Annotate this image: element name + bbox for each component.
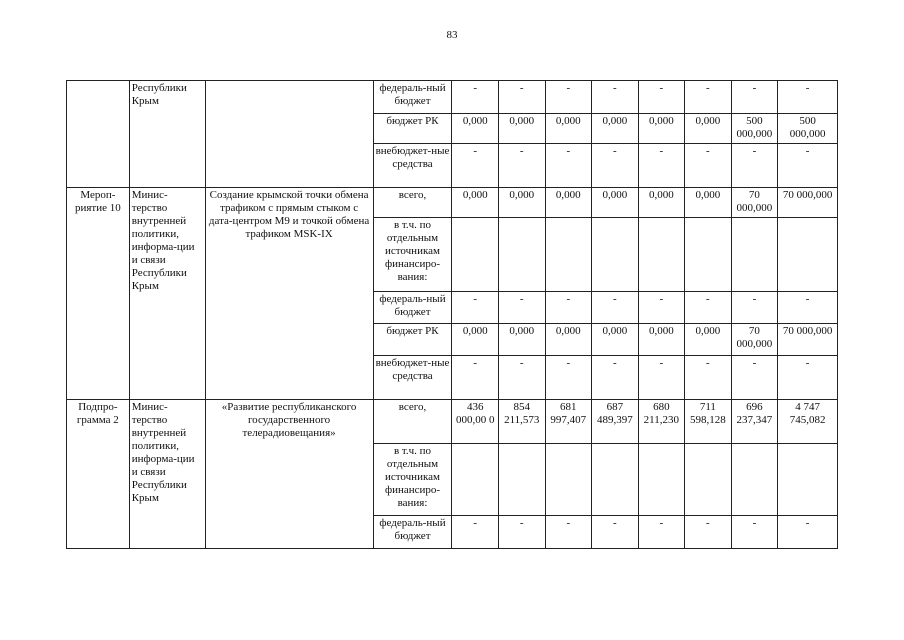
amount-cell: - [498,81,545,114]
amount-cell: - [545,292,592,324]
amount-cell [452,444,499,516]
amount-cell: 500 000,000 [778,114,838,144]
amount-cell: - [452,144,499,188]
amount-cell: - [638,81,685,114]
amount-cell: 0,000 [452,114,499,144]
amount-cell: 0,000 [638,188,685,218]
amount-cell: - [545,516,592,549]
activity-label-cell [67,81,130,188]
amount-cell: - [545,356,592,400]
amount-cell: 0,000 [545,114,592,144]
amount-cell [731,444,778,516]
amount-cell [685,444,732,516]
amount-cell [498,218,545,292]
amount-cell [545,444,592,516]
amount-cell [778,218,838,292]
amount-cell: 0,000 [498,324,545,356]
amount-cell: 681 997,407 [545,400,592,444]
amount-cell: - [778,81,838,114]
amount-cell: 0,000 [638,114,685,144]
responsible-org-cell: Минис-терство внутренней политики, информа-ции и связи Республики Крым [129,188,205,400]
amount-cell: - [452,292,499,324]
amount-cell [685,218,732,292]
funding-source-cell: бюджет РК [373,324,452,356]
amount-cell: - [638,516,685,549]
amount-cell: 4 747 745,082 [778,400,838,444]
amount-cell: - [592,144,639,188]
amount-cell: - [498,292,545,324]
amount-cell: 0,000 [638,324,685,356]
amount-cell: - [545,81,592,114]
funding-source-cell: бюджет РК [373,114,452,144]
amount-cell: - [685,81,732,114]
funding-source-cell: всего, [373,400,452,444]
amount-cell: - [498,516,545,549]
table-row [67,188,838,218]
amount-cell: - [592,516,639,549]
amount-cell [638,218,685,292]
amount-cell: 0,000 [685,188,732,218]
amount-cell: 0,000 [545,324,592,356]
amount-cell: - [498,356,545,400]
amount-cell: - [592,81,639,114]
funding-source-cell: всего, [373,188,452,218]
page-number: 83 [446,29,458,41]
activity-name-cell: «Развитие республиканского государственного телерадиовещания» [205,400,373,549]
amount-cell: - [731,144,778,188]
amount-cell: 70 000,000 [731,324,778,356]
amount-cell: 70 000,000 [778,188,838,218]
amount-cell: - [592,356,639,400]
amount-cell: 0,000 [498,188,545,218]
funding-source-cell: федераль-ный бюджет [373,292,452,324]
amount-cell [638,444,685,516]
funding-source-cell: в т.ч. по отдельным источникам финансиро-вания: [373,444,452,516]
table-row [67,400,838,444]
amount-cell: 680 211,230 [638,400,685,444]
amount-cell: 711 598,128 [685,400,732,444]
amount-cell: - [731,356,778,400]
funding-source-cell: внебюджет-ные средства [373,144,452,188]
amount-cell: 0,000 [592,188,639,218]
activity-label-cell: Мероп-риятие 10 [67,188,130,400]
amount-cell [778,444,838,516]
amount-cell: 854 211,573 [498,400,545,444]
amount-cell: - [452,81,499,114]
amount-cell: 0,000 [685,114,732,144]
funding-table [66,80,838,549]
amount-cell: - [731,292,778,324]
amount-cell: 0,000 [592,324,639,356]
amount-cell: 70 000,000 [778,324,838,356]
amount-cell: - [452,516,499,549]
amount-cell: - [545,144,592,188]
amount-cell: - [685,144,732,188]
funding-source-cell: в т.ч. по отдельным источникам финансиро-вания: [373,218,452,292]
amount-cell: - [731,81,778,114]
amount-cell: 0,000 [452,188,499,218]
activity-name-cell [205,81,373,188]
amount-cell [592,218,639,292]
amount-cell: 696 237,347 [731,400,778,444]
amount-cell [545,218,592,292]
amount-cell: - [731,516,778,549]
funding-source-cell: федераль-ный бюджет [373,516,452,549]
amount-cell: - [685,516,732,549]
amount-cell: - [778,356,838,400]
amount-cell: - [685,356,732,400]
amount-cell [498,444,545,516]
amount-cell: - [778,516,838,549]
amount-cell: - [685,292,732,324]
funding-source-cell: внебюджет-ные средства [373,356,452,400]
amount-cell: - [638,356,685,400]
table-body [67,81,838,549]
amount-cell: - [592,292,639,324]
amount-cell: - [638,144,685,188]
amount-cell: 500 000,000 [731,114,778,144]
amount-cell: 0,000 [685,324,732,356]
responsible-org-cell: Минис-терство внутренней политики, информа-ции и связи Республики Крым [129,400,205,549]
activity-label-cell: Подпро-грамма 2 [67,400,130,549]
amount-cell: 0,000 [592,114,639,144]
amount-cell [452,218,499,292]
amount-cell: 0,000 [498,114,545,144]
activity-name-cell: Создание крымской точки обмена трафиком с прямым стыком с дата-центром М9 и точкой обмена трафиком MSK-IX [205,188,373,400]
amount-cell: - [778,144,838,188]
amount-cell: 0,000 [545,188,592,218]
amount-cell [731,218,778,292]
amount-cell: 687 489,397 [592,400,639,444]
amount-cell: 0,000 [452,324,499,356]
amount-cell: 436 000,00 0 [452,400,499,444]
amount-cell: 70 000,000 [731,188,778,218]
table-row [67,81,838,114]
responsible-org-cell: Республики Крым [129,81,205,188]
funding-source-cell: федераль-ный бюджет [373,81,452,114]
amount-cell: - [498,144,545,188]
amount-cell: - [638,292,685,324]
amount-cell: - [778,292,838,324]
amount-cell: - [452,356,499,400]
amount-cell [592,444,639,516]
